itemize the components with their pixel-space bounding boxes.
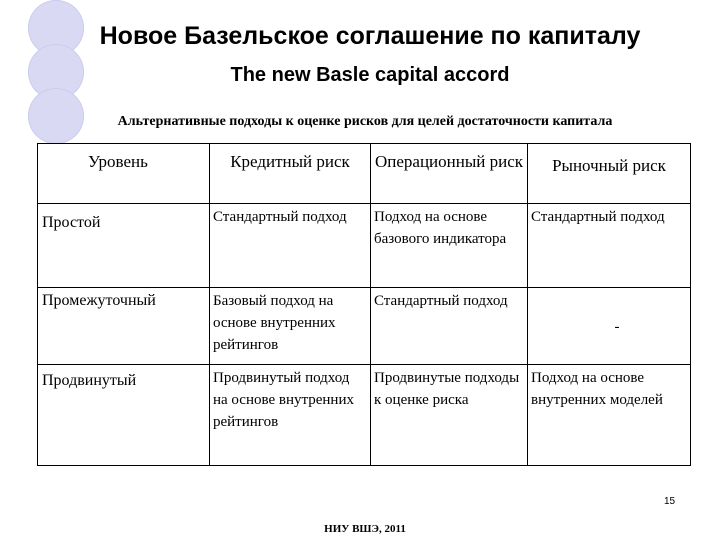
- cell-market-risk: Подход на основе внутренних моделей: [528, 365, 691, 466]
- risk-approaches-table: [37, 143, 691, 466]
- row-level: Продвинутый: [38, 365, 210, 466]
- cell-market-risk: Стандартный подход: [528, 204, 691, 288]
- header-level: Уровень: [38, 144, 210, 204]
- table-row: [38, 288, 691, 365]
- table-row: [38, 204, 691, 288]
- cell-operational-risk: Продвинутые подходы к оценке риска: [371, 365, 528, 466]
- cell-market-risk: [528, 288, 691, 365]
- row-level: Простой: [38, 204, 210, 288]
- cell-credit-risk: Базовый подход на основе внутренних рейтингов: [210, 288, 371, 365]
- table-row: [38, 365, 691, 466]
- header-operational-risk: Операционный риск: [371, 144, 528, 204]
- header-credit-risk: Кредитный риск: [210, 144, 371, 204]
- table-caption: Альтернативные подходы к оценке рисков для целей достаточности капитала: [117, 114, 613, 129]
- row-level: Промежуточный: [38, 288, 210, 365]
- page-number: 15: [664, 496, 676, 507]
- empty-dash: -: [614, 319, 620, 335]
- slide-footer: НИУ ВШЭ, 2011: [324, 523, 406, 535]
- cell-operational-risk: Стандартный подход: [371, 288, 528, 365]
- slide-subtitle: The new Basle capital accord: [230, 64, 510, 86]
- cell-operational-risk: Подход на основе базового индикатора: [371, 204, 528, 288]
- table-header-row: [38, 144, 691, 204]
- slide-title: Новое Базельское соглашение по капиталу: [99, 22, 641, 50]
- cell-credit-risk: Стандартный подход: [210, 204, 371, 288]
- cell-credit-risk: Продвинутый подход на основе внутренних рейтингов: [210, 365, 371, 466]
- header-market-risk: Рыночный риск: [528, 144, 691, 204]
